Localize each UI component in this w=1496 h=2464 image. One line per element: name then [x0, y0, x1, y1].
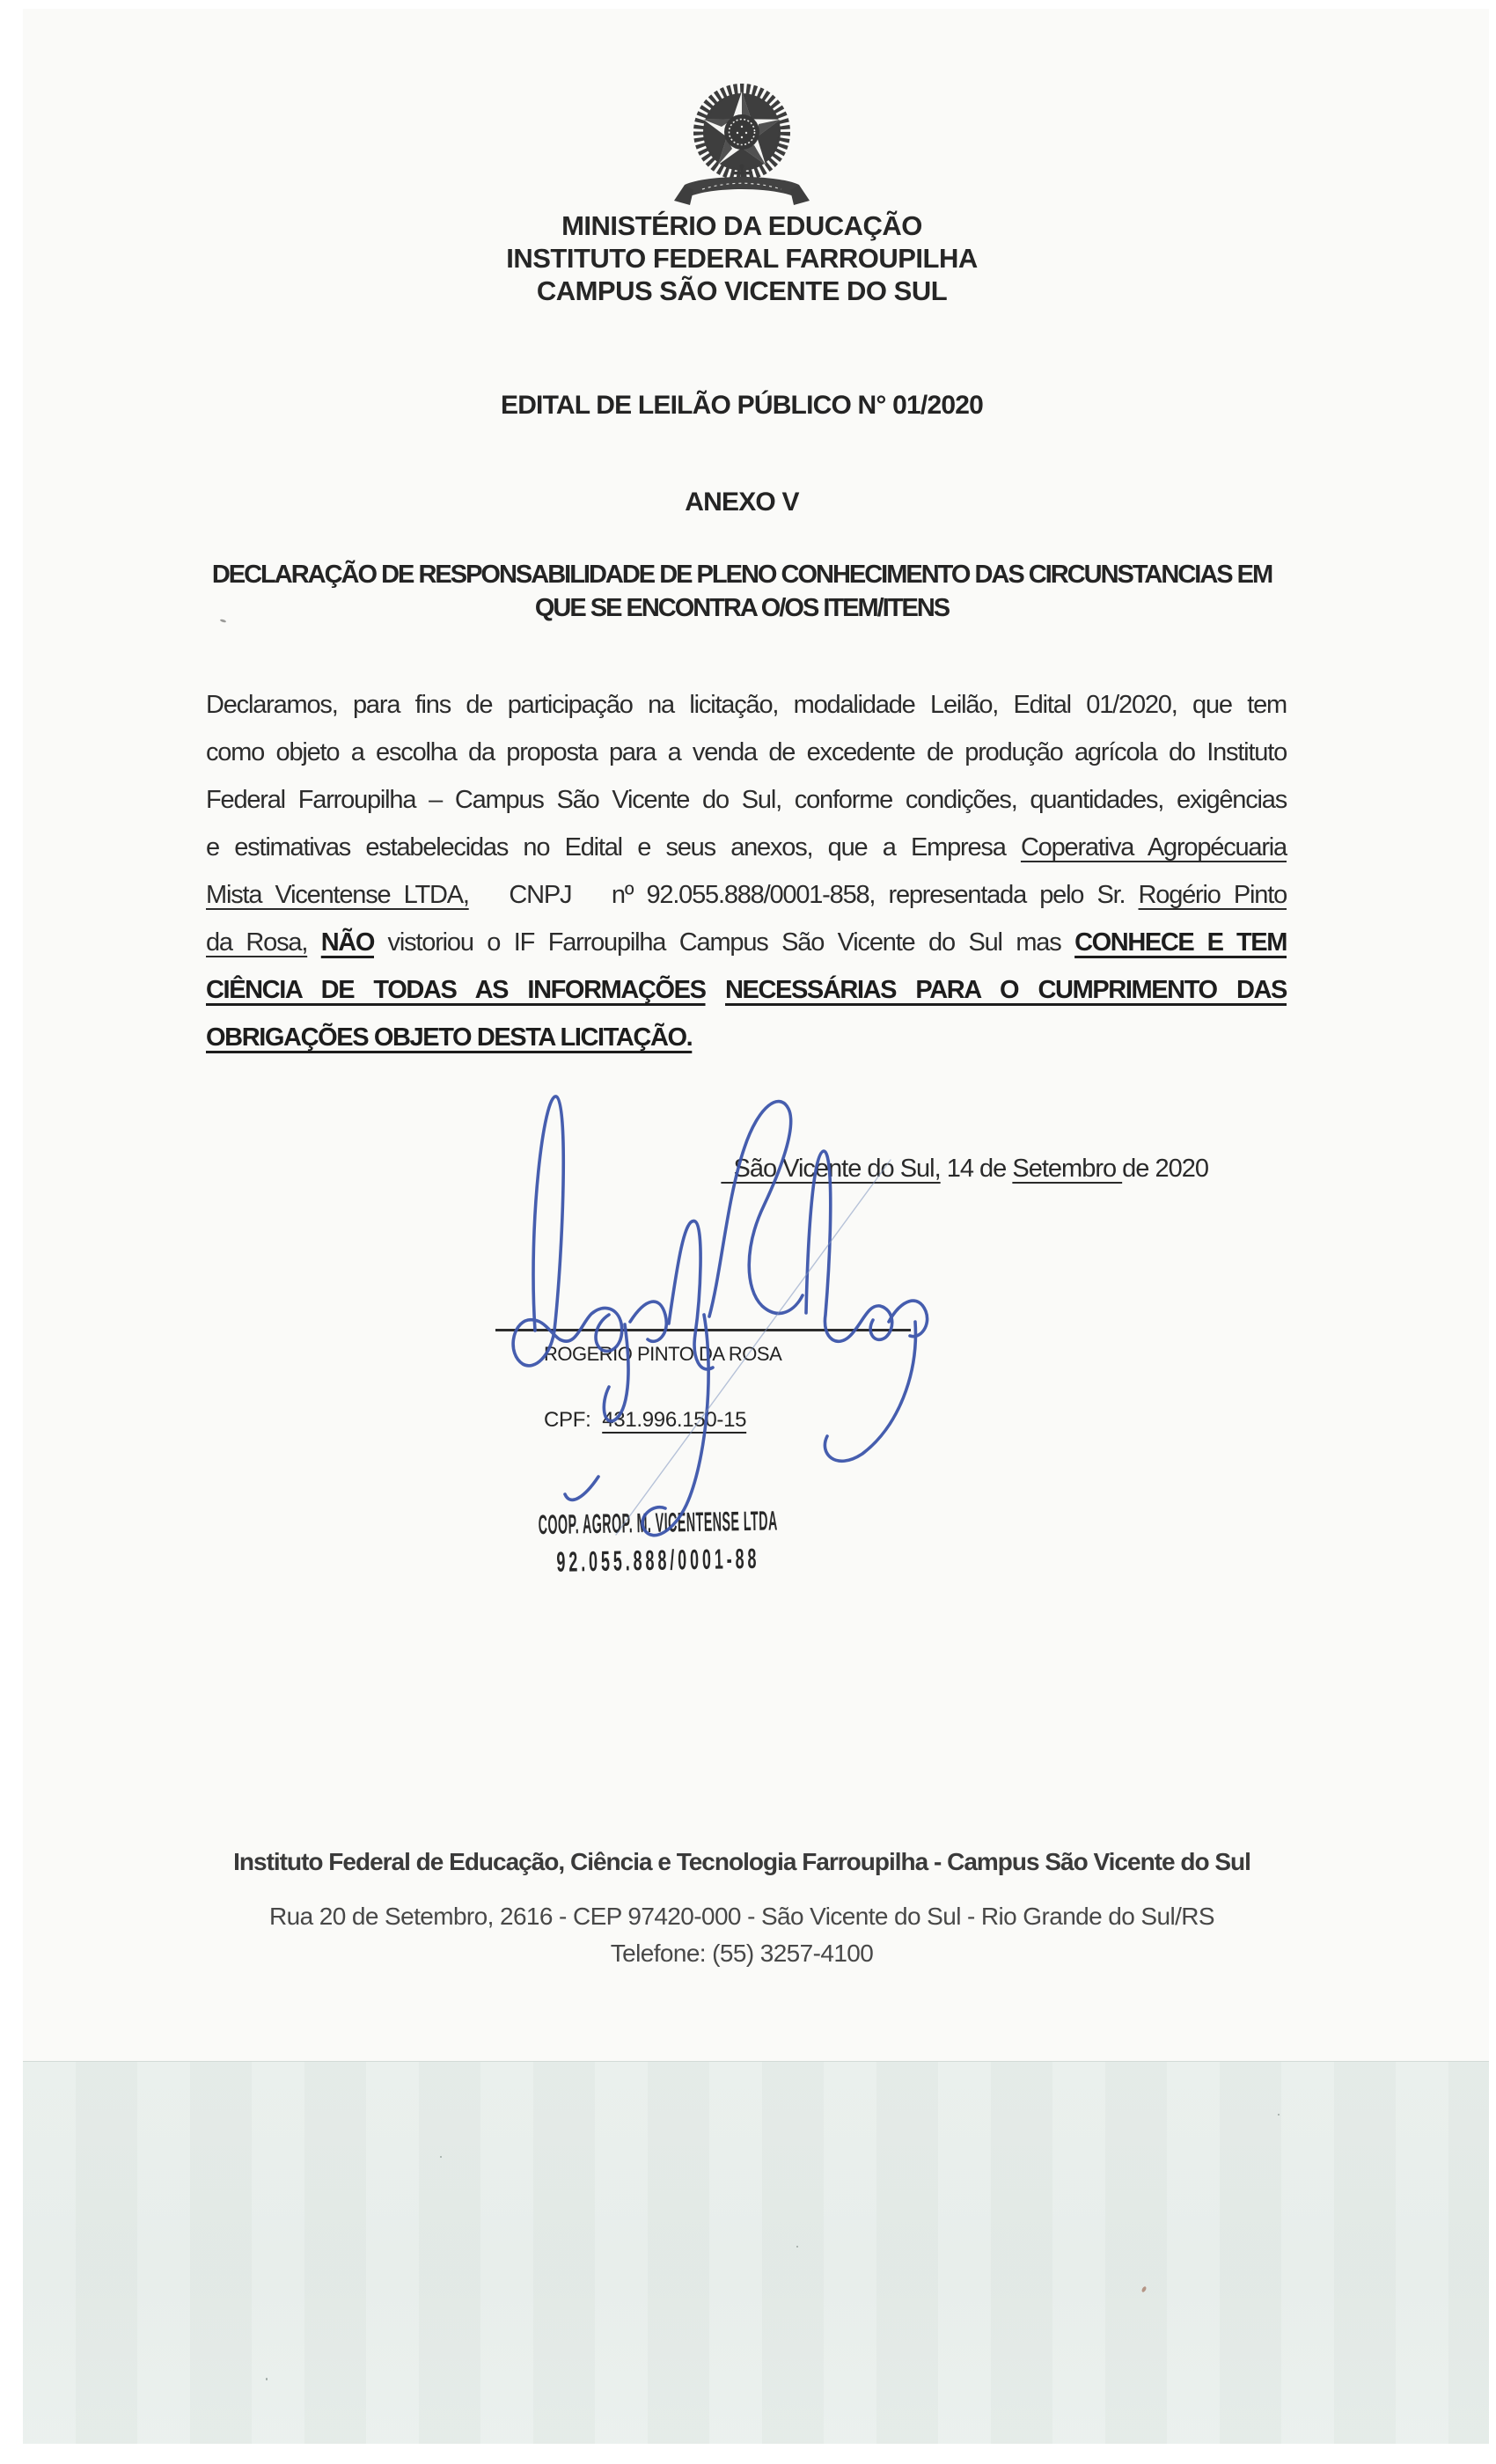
scan-speck — [796, 2246, 798, 2248]
footer-org: Instituto Federal de Educação, Ciência e Tecnologia Farroupilha - Campus São Vicente do Sul — [233, 1848, 1250, 1875]
emphasis-text: CIÊNCIA DE TODAS AS INFORMAÇÕES — [206, 976, 706, 1004]
brazil-crest-icon — [667, 81, 817, 213]
cnpj-text: CNPJ nº 92.055.888/0001-858, representada pelo Sr. — [468, 881, 1139, 909]
nao-emphasis: NÃO — [320, 928, 374, 957]
body-line — [206, 1014, 1287, 1061]
declaration-title-line2: QUE SE ENCONTRA O/OS ITEM/ITENS — [534, 594, 950, 622]
body-line — [206, 824, 1287, 871]
body-line — [206, 966, 1287, 1014]
date-text: 14 de — [940, 1155, 1013, 1183]
emphasis-text: OBRIGAÇÕES OBJETO DESTA LICITAÇÃO. — [206, 1023, 693, 1052]
cpf-label: CPF: — [544, 1408, 603, 1432]
body-text: e estimativas estabelecidas no Edital e seus anexos, que a Empresa — [206, 833, 1021, 862]
body-text — [706, 976, 726, 1004]
campus-line: CAMPUS SÃO VICENTE DO SUL — [536, 275, 948, 306]
signer-name: ROGERIO PINTO DA ROSA — [544, 1343, 782, 1365]
cpf-number-underlined: 431.996.150-15 — [602, 1408, 747, 1432]
scan-speck — [440, 2156, 442, 2158]
coat-of-arms-icon — [667, 81, 817, 213]
signature-ink-icon — [466, 1065, 977, 1593]
scan-speck — [1278, 2114, 1280, 2116]
footer-address: Rua 20 de Setembro, 2616 - CEP 97420-000 - São Vicente do Sul - Rio Grande do Sul/RS — [269, 1903, 1214, 1930]
declaration-paragraph — [206, 681, 1287, 1061]
body-text — [307, 928, 321, 957]
representative-name-underlined: Rogério Pinto — [1138, 881, 1287, 909]
body-line — [206, 681, 1287, 729]
emphasis-text: NECESSÁRIAS PARA O CUMPRIMENTO DAS — [725, 976, 1287, 1004]
footer-phone: Telefone: (55) 3257-4100 — [610, 1940, 874, 1967]
body-text: Declaramos, para fins de participação na licitação, modalidade Leilão, Edital 01/2020, que tem — [206, 691, 1287, 719]
emphasis-text: CONHECE E TEM — [1074, 928, 1287, 957]
body-text: vistoriou o IF Farroupilha Campus São Vicente do Sul mas — [374, 928, 1075, 957]
body-line — [206, 729, 1287, 776]
stamp-cnpj: 92.055.888/0001-88 — [556, 1542, 760, 1578]
body-text: Federal Farroupilha – Campus São Vicente do Sul, conforme condições, quantidades, exigências — [206, 786, 1287, 814]
stamp-line1: COOP. AGROP. M. VICENTENSE LTDA — [538, 1505, 778, 1541]
institute-line: INSTITUTO FEDERAL FARROUPILHA — [506, 243, 978, 274]
declaration-title-line1: DECLARAÇÃO DE RESPONSABILIDADE DE PLENO CONHECIMENTO DAS CIRCUNSTANCIAS EM — [211, 561, 1272, 589]
company-name-underlined: Mista Vicentense LTDA, — [206, 881, 469, 909]
letterhead — [0, 209, 1484, 307]
declaration-title — [0, 558, 1484, 625]
edital-title: EDITAL DE LEILÃO PÚBLICO N° 01/2020 — [500, 391, 983, 420]
body-text: como objeto a escolha da proposta para a venda de excedente de produção agrícola do Instituto — [206, 738, 1287, 766]
place-underlined: São Vicente do Sul, — [721, 1155, 941, 1183]
date-text: de 2020 — [1122, 1155, 1208, 1183]
representative-name-underlined: da Rosa, — [206, 928, 308, 957]
ministry-line: MINISTÉRIO DA EDUCAÇÃO — [561, 210, 922, 241]
scan-streaks — [23, 2062, 1489, 2444]
scan-bottom-band — [23, 2061, 1489, 2444]
body-line — [206, 871, 1287, 919]
body-line — [206, 919, 1287, 966]
scan-speck — [266, 2378, 268, 2380]
body-line — [206, 776, 1287, 824]
month-underlined: Setembro — [1012, 1155, 1123, 1183]
anexo-title: ANEXO V — [685, 488, 799, 517]
company-name-underlined: Coperativa Agropécuaria — [1020, 833, 1287, 862]
handwritten-signature — [466, 1065, 977, 1593]
